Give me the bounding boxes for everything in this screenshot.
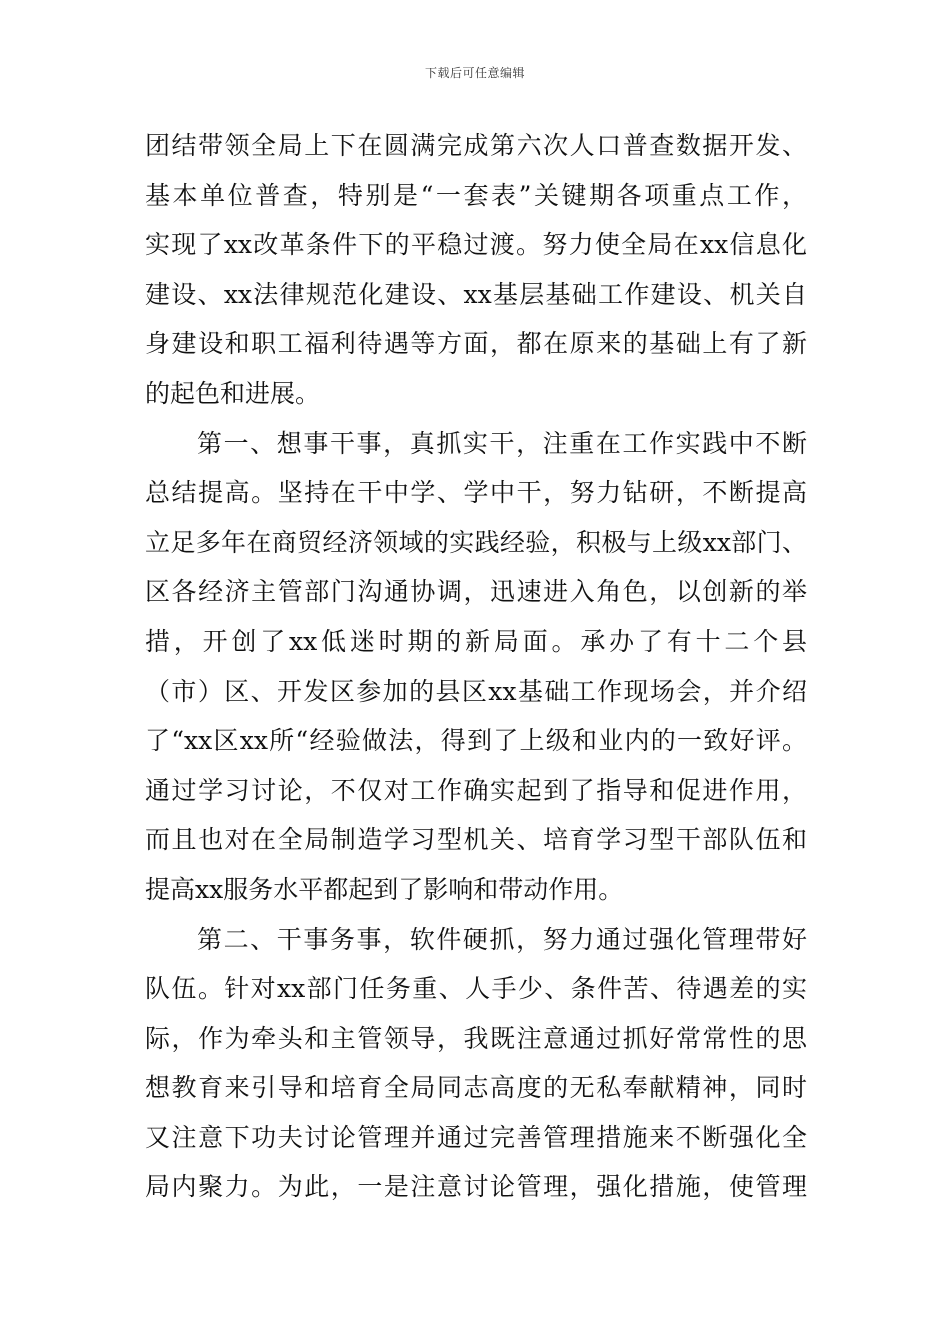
text-line: 身建设和职工福利待遇等方面，都在原来的基础上有了新	[145, 329, 807, 359]
text-line: 际，作为牵头和主管领导，我既注意通过抓好常常性的思	[145, 1023, 807, 1053]
text-line: 通过学习讨论，不仅对工作确实起到了指导和促进作用，	[145, 775, 807, 805]
document-body	[145, 121, 807, 1212]
text-line: 总结提高。坚持在干中学、学中干，努力钻研，不断提高	[145, 478, 807, 508]
page-header-note: 下载后可任意编辑	[424, 66, 525, 80]
text-line: 了“xx区xx所“经验做法，得到了上级和业内的一致好评。	[145, 726, 807, 756]
text-line: 建设、xx法律规范化建设、xx基层基础工作建设、机关自	[145, 279, 807, 309]
text-line: 实现了xx改革条件下的平稳过渡。努力使全局在xx信息化	[145, 230, 807, 260]
paragraph-first-line: 第一、想事干事，真抓实干，注重在工作实践中不断	[197, 428, 807, 458]
text-line: 措，开创了xx低迷时期的新局面。承办了有十二个县	[145, 626, 807, 656]
text-line: 团结带领全局上下在圆满完成第六次人口普查数据开发、	[145, 131, 807, 160]
text-line: （市）区、开发区参加的县区xx基础工作现场会，并介绍	[145, 676, 807, 706]
text-line: 立足多年在商贸经济领域的实践经验，积极与上级xx部门、	[145, 527, 807, 557]
text-line: 基本单位普查，特别是“一套表”关键期各项重点工作，	[145, 180, 807, 210]
paragraph-first-line: 第二、干事务事，软件硬抓，努力通过强化管理带好	[197, 924, 807, 954]
text-line: 队伍。针对xx部门任务重、人手少、条件苦、待遇差的实	[145, 974, 807, 1004]
text-line: 的起色和进展。	[145, 378, 321, 408]
text-line: 区各经济主管部门沟通协调，迅速进入角色，以创新的举	[145, 577, 807, 607]
text-line: 而且也对在全局制造学习型机关、培育学习型干部队伍和	[145, 825, 807, 855]
text-line: 局内聚力。为此，一是注意讨论管理，强化措施，使管理	[145, 1172, 807, 1202]
text-line: 又注意下功夫讨论管理并通过完善管理措施来不断强化全	[145, 1122, 807, 1152]
text-line: 提高xx服务水平都起到了影响和带动作用。	[145, 874, 624, 904]
text-line: 想教育来引导和培育全局同志高度的无私奉献精神，同时	[145, 1073, 807, 1103]
